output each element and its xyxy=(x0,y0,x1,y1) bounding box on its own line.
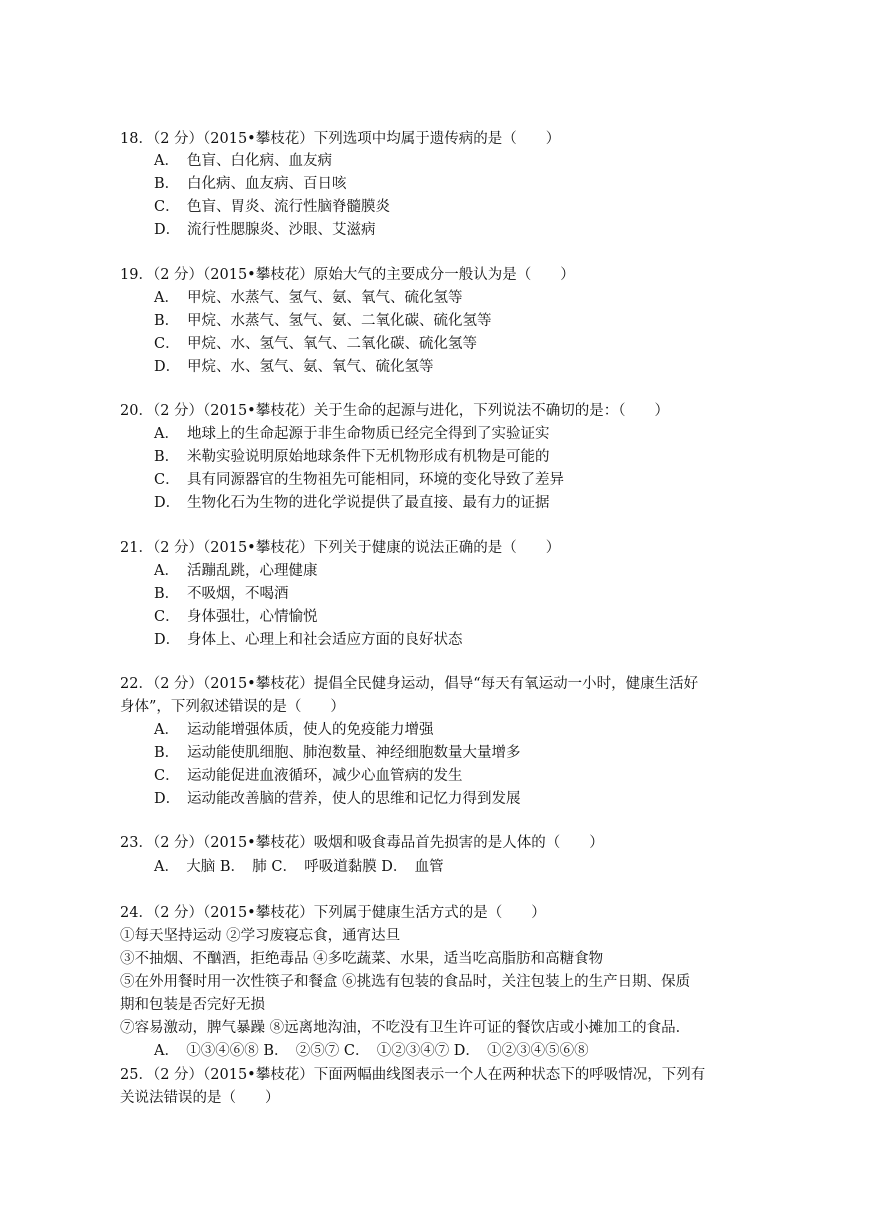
option-letter: C． xyxy=(154,199,180,215)
option-letter: B． xyxy=(154,745,180,761)
option-letter: B． xyxy=(154,586,180,602)
question-stem: 23．（2 分）（2015•攀枝花）吸烟和吸食毒品首先损害的是人体的（ ） xyxy=(120,835,604,851)
statement-line: 期和包装是否完好无损 xyxy=(120,997,265,1013)
option-text: 流行性腮腺炎、沙眼、艾滋病 xyxy=(187,222,376,238)
option-letter: D． xyxy=(154,222,181,238)
option-letter: B． xyxy=(154,313,180,329)
statement-line: ⑤在外用餐时用一次性筷子和餐盒 ⑥挑选有包装的食品时，关注包装上的生产日期、保质 xyxy=(120,974,691,990)
option-text: 地球上的生命起源于非生命物质已经完全得到了实验证实 xyxy=(187,426,550,442)
option-text: 甲烷、水蒸气、氢气、氨、氧气、硫化氢等 xyxy=(187,290,463,306)
statement-line: ①每天坚持运动 ②学习废寝忘食，通宵达旦 xyxy=(120,928,401,944)
option-letter: A． xyxy=(154,426,179,442)
option-text: 白化病、血友病、百日咳 xyxy=(187,176,347,192)
option-letter: A． xyxy=(154,290,179,306)
question-stem: 20．（2 分）（2015•攀枝花）关于生命的起源与进化，下列说法不确切的是：（ ） xyxy=(120,403,669,419)
option-letter: D． xyxy=(154,632,181,648)
option-letter: C． xyxy=(154,336,180,352)
option-text: 甲烷、水、氢气、氨、氧气、硫化氢等 xyxy=(187,359,434,375)
statement-line: ③不抽烟、不酗酒，拒绝毒品 ④多吃蔬菜、水果，适当吃高脂肪和高糖食物 xyxy=(120,951,604,967)
option-letter: D． xyxy=(154,791,181,807)
statement-line: ⑦容易激动，脾气暴躁 ⑧远离地沟油，不吃没有卫生许可证的餐饮店或小摊加工的食品． xyxy=(120,1020,691,1036)
option-text: 身体强壮，心情愉悦 xyxy=(187,609,318,625)
question-stem: 25．（2 分）（2015•攀枝花）下面两幅曲线图表示一个人在两种状态下的呼吸情况，下列有 xyxy=(120,1067,706,1083)
inline-options[interactable]: A． 大脑 B． 肺 C． 呼吸道黏膜 D． 血管 xyxy=(154,859,444,875)
question-stem: 24．（2 分）（2015•攀枝花）下列属于健康生活方式的是（ ） xyxy=(120,905,546,921)
question-stem: 22．（2 分）（2015•攀枝花）提倡全民健身运动，倡导“每天有氧运动一小时，健康生活好 xyxy=(120,676,699,692)
option-text: 身体上、心理上和社会适应方面的良好状态 xyxy=(187,632,463,648)
option-text: 甲烷、水、氢气、氧气、二氧化碳、硫化氢等 xyxy=(187,336,477,352)
option-letter: A． xyxy=(154,153,179,169)
question-stem: 19．（2 分）（2015•攀枝花）原始大气的主要成分一般认为是（ ） xyxy=(120,267,575,283)
option-text: 色盲、白化病、血友病 xyxy=(187,153,332,169)
option-text: 运动能促进血液循环，减少心血管病的发生 xyxy=(187,768,463,784)
option-text: 不吸烟，不喝酒 xyxy=(187,586,289,602)
option-letter: D． xyxy=(154,359,181,375)
option-letter: C． xyxy=(154,768,180,784)
option-letter: C． xyxy=(154,609,180,625)
option-text: 甲烷、水蒸气、氢气、氨、二氧化碳、硫化氢等 xyxy=(187,313,492,329)
option-letter: B． xyxy=(154,176,180,192)
option-text: 生物化石为生物的进化学说提供了最直接、最有力的证据 xyxy=(187,495,550,511)
option-text: 运动能改善脑的营养，使人的思维和记忆力得到发展 xyxy=(187,791,521,807)
inline-options[interactable]: A． ①③④⑥⑧ B． ②⑤⑦ C． ①②③④⑦ D． ①②③④⑤⑥⑧ xyxy=(154,1043,589,1059)
option-letter: C． xyxy=(154,472,180,488)
option-text: 运动能使肌细胞、肺泡数量、神经细胞数量大量增多 xyxy=(187,745,521,761)
option-letter: A． xyxy=(154,722,179,738)
option-text: 具有同源器官的生物祖先可能相同，环境的变化导致了差异 xyxy=(187,472,564,488)
option-text: 米勒实验说明原始地球条件下无机物形成有机物是可能的 xyxy=(187,449,550,465)
option-letter: B． xyxy=(154,449,180,465)
option-text: 活蹦乱跳，心理健康 xyxy=(187,563,318,579)
question-stem-continued: 关说法错误的是（ ） xyxy=(120,1090,280,1106)
question-stem: 18．（2 分）（2015•攀枝花）下列选项中均属于遗传病的是（ ） xyxy=(120,131,561,147)
option-text: 运动能增强体质，使人的免疫能力增强 xyxy=(187,722,434,738)
option-letter: D． xyxy=(154,495,181,511)
option-letter: A． xyxy=(154,563,179,579)
question-stem-continued: 身体”，下列叙述错误的是（ ） xyxy=(120,699,345,715)
question-stem: 21．（2 分）（2015•攀枝花）下列关于健康的说法正确的是（ ） xyxy=(120,540,561,556)
option-text: 色盲、胃炎、流行性脑脊髓膜炎 xyxy=(187,199,390,215)
